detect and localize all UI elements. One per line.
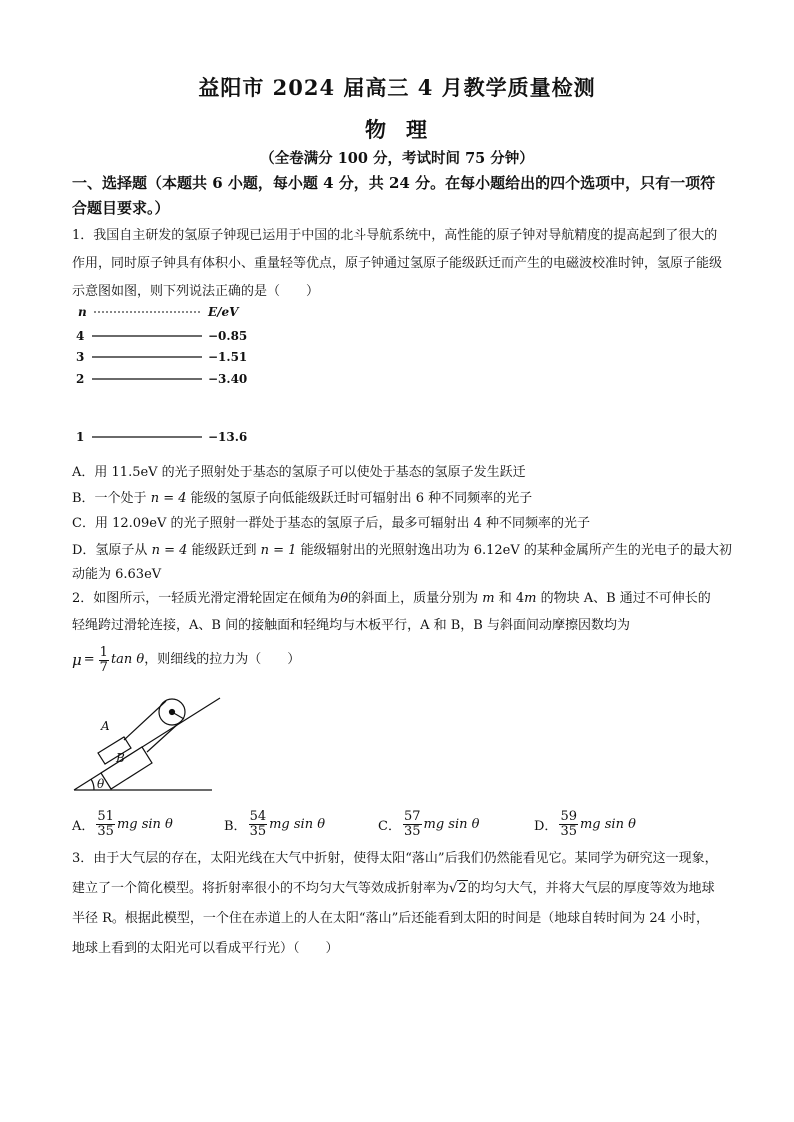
incline-line [74, 698, 220, 790]
q2-choice-b[interactable] [224, 806, 325, 842]
q2-choice-d[interactable] [534, 806, 636, 842]
q2-mass-m: m [482, 591, 495, 606]
q1-option-d-pre: D．氢原子从 [72, 543, 152, 558]
score-note: （全卷满分 100 分，考试时间 75 分钟） [260, 150, 534, 167]
choice-den: 35 [97, 823, 114, 839]
choice-letter: C． [378, 818, 401, 834]
choice-num: 54 [249, 808, 267, 824]
choice-fraction [559, 810, 578, 839]
choice-den: 35 [249, 823, 267, 839]
level-e-header: E/eV [208, 305, 239, 319]
q3-stem-pre: 3．由于大气层的存在，太阳光线在大气中折射，使得太阳“落山”后我们仍然能看见它。某同学为研究这一现象，建立了一个简化模型。将折射率很小的不均匀大气等效成折射率为 [72, 851, 718, 896]
q1-option-a: A．用 11.5eV 的光子照射处于基态的氢原子可以使处于基态的氢原子发生跃迁 [72, 465, 526, 480]
choice-num: 59 [560, 808, 577, 824]
choice-letter: D． [534, 818, 558, 834]
rope-a [124, 701, 166, 740]
level-e-1: −13.6 [208, 430, 248, 444]
q2-mu-num: 1 [99, 644, 108, 660]
label-theta: θ [97, 777, 105, 791]
q1-option-d-mid: 能级跃迁到 [187, 543, 261, 558]
q3-stem-post: 的均匀大气，并将大气层的厚度等效为地球半径 R。根据此模型，一个住在赤道上的人在太阳“落山”后还能看到太阳的时间是（地球自转时间为 24 小时，地球上看到的太阳光可以看成平行光）（ ） [72, 881, 715, 956]
q1-option-b-math: n = 4 [150, 491, 187, 506]
q2-choices [72, 806, 732, 842]
subject-title [0, 114, 794, 144]
choice-den: 35 [403, 823, 421, 839]
q2-stem-mid1: 的斜面上，质量分别为 [348, 591, 483, 606]
section-heading: 一、选择题（本题共 6 小题，每小题 4 分，共 24 分。在每小题给出的四个选项中，只有一项符合题目要求。） [72, 174, 716, 217]
level-e-4: −0.85 [208, 329, 248, 343]
level-n-3: 3 [76, 350, 85, 364]
q2-mass-4m: m [524, 591, 537, 606]
level-e-2: −3.40 [208, 372, 248, 386]
q1-option-d-math1: n = 4 [151, 543, 188, 558]
q2-stem [72, 585, 722, 639]
q1-option-d [72, 539, 732, 587]
choice-letter: B． [224, 818, 247, 834]
choice-den: 35 [560, 823, 577, 839]
q2-mu: μ [72, 651, 82, 669]
q2-theta: θ [340, 591, 349, 606]
level-e-3: −1.51 [208, 350, 248, 364]
level-n-header: n [78, 305, 87, 319]
choice-tail: mg sin θ [269, 816, 326, 832]
level-n-1: 1 [76, 430, 85, 444]
energy-level-diagram [72, 300, 262, 450]
q2-mu-fraction [99, 646, 109, 675]
choice-fraction [96, 810, 115, 839]
q1-stem: 1．我国自主研发的氢原子钟现已运用于中国的北斗导航系统中，高性能的原子钟对导航精度的提高起到了很大的作用，同时原子钟具有体积小、重量轻等优点，原子钟通过氢原子能级跃迁而产生的电磁波校准时钟，氢原子能级示意图如图，则下列说法正确的是（ ） [72, 228, 723, 299]
pulley-mount [172, 712, 184, 719]
label-b: B [116, 751, 125, 765]
q2-choice-a[interactable] [72, 806, 173, 842]
subject-char: 物 [365, 117, 388, 142]
choice-letter: A． [72, 818, 95, 834]
exam-title: 益阳市 2024 届高三 4 月教学质量检测 [198, 75, 596, 100]
q2-mu-den: 7 [99, 659, 108, 675]
choice-tail: mg sin θ [116, 816, 173, 832]
q2-stem-mid2: 和 4 [494, 591, 525, 606]
q2-mu-tail: tan θ [110, 652, 145, 667]
label-a: A [101, 719, 110, 733]
theta-arc [91, 779, 94, 790]
choice-fraction [249, 810, 268, 839]
q2-stem-pre: 2．如图所示，一轻质光滑定滑轮固定在倾角为 [72, 591, 341, 606]
level-n-2: 2 [76, 372, 85, 386]
q3-sqrt-sign: √ [449, 881, 458, 896]
level-n-4: 4 [76, 329, 85, 343]
q3-sqrt-value: 2 [458, 881, 467, 896]
choice-num: 57 [403, 808, 421, 824]
q1-option-d-math2: n = 1 [260, 543, 297, 558]
choice-num: 51 [97, 808, 114, 824]
rope-b [147, 723, 179, 752]
q1-option-c: C．用 12.09eV 的光子照射一群处于基态的氢原子后，最多可辐射出 4 种不同频率的光子 [72, 516, 591, 531]
q2-choice-c[interactable] [378, 806, 479, 842]
q2-mu-line [72, 642, 722, 678]
q2-stem-end: ，则细线的拉力为（ ） [144, 652, 301, 667]
choice-tail: mg sin θ [579, 816, 636, 832]
q1-option-b [72, 488, 732, 510]
q1-option-b-pre: B．一个处于 [72, 491, 151, 506]
subject-char: 理 [406, 117, 429, 142]
q1-option-b-post: 能级的氢原子向低能级跃迁时可辐射出 6 种不同频率的光子 [186, 491, 533, 506]
q1-option-d-post: 能级辐射出的光照射逸出功为 6.12eV 的某种金属所产生的光电子的最大初动能为 6.63eV [72, 543, 732, 582]
choice-tail: mg sin θ [423, 816, 480, 832]
q3-stem [72, 844, 722, 964]
choice-fraction [403, 810, 422, 839]
incline-pulley-figure [72, 690, 222, 796]
q2-equals: = [83, 652, 95, 667]
q2-stem-post: 的物块 A、B 通过不可伸长的轻绳跨过滑轮连接，A、B 间的接触面和轻绳均与木板平行，A 和 B，B 与斜面间动摩擦因数均为 [72, 591, 711, 633]
